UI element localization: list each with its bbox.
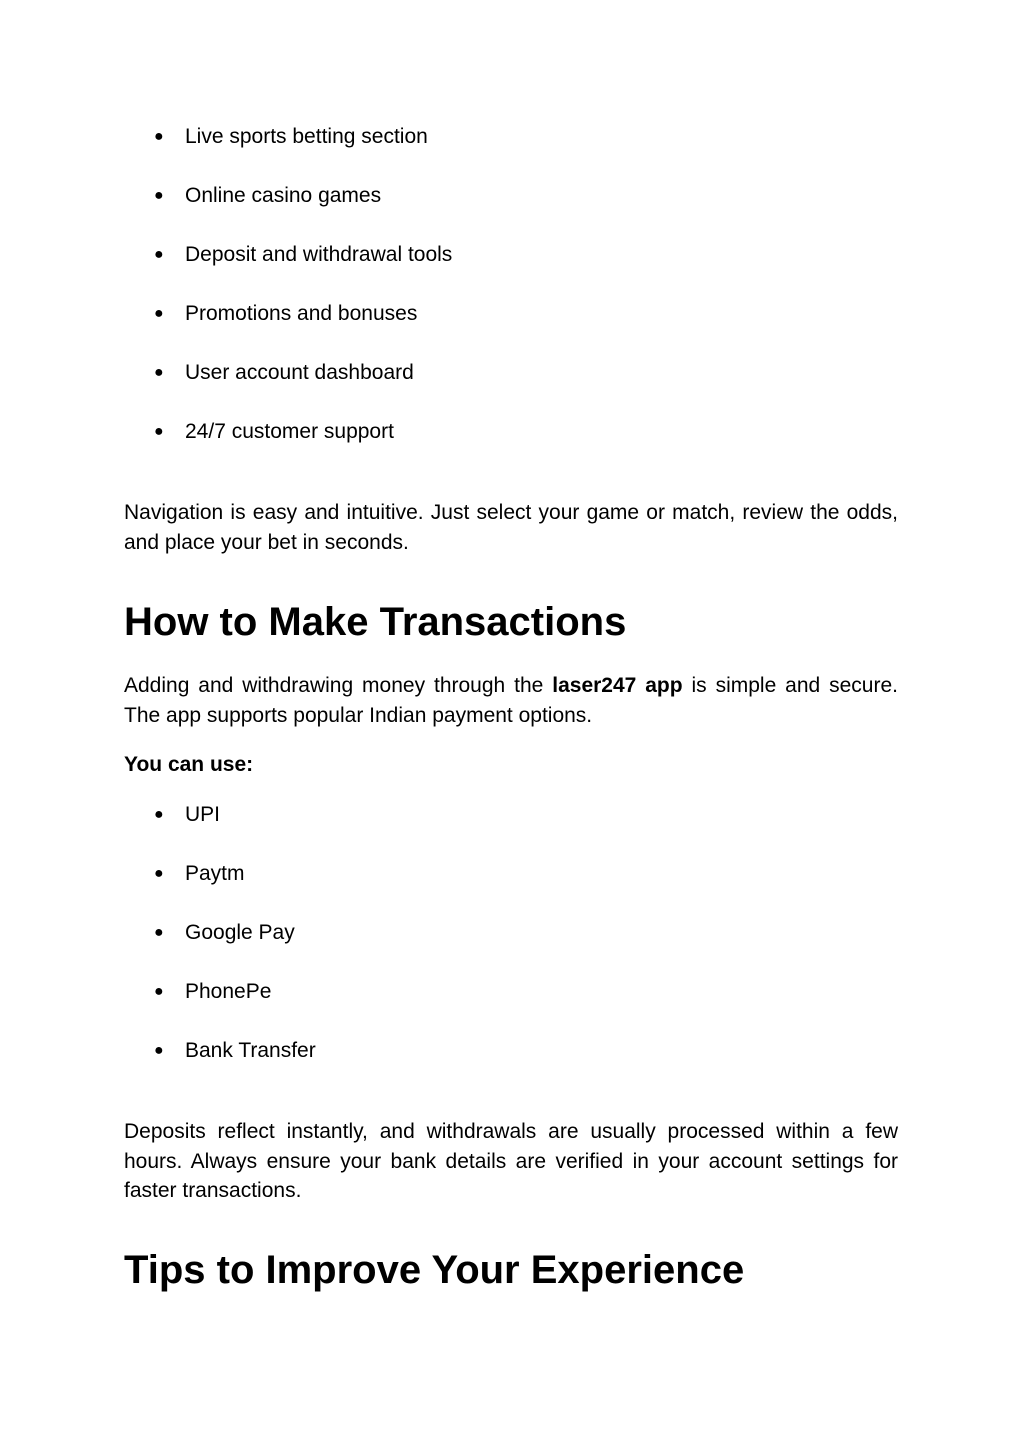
payment-method-text: PhonePe [185,980,272,1003]
list-item [124,1039,898,1098]
payment-method-text: Paytm [185,862,245,885]
intro-text-before: Adding and withdrawing money through the [124,674,553,697]
feature-text: 24/7 customer support [185,420,394,443]
bullet-icon: ● [154,364,164,381]
list-item [124,302,898,361]
list-item [124,921,898,980]
navigation-paragraph: Navigation is easy and intuitive. Just select your game or match, review the odds, and place your bet in seconds. [124,501,898,554]
list-item [124,862,898,921]
tips-heading: Tips to Improve Your Experience [124,1248,745,1292]
list-item [124,125,898,184]
bullet-icon: ● [154,806,164,823]
feature-text: User account dashboard [185,361,414,384]
payment-method-text: Google Pay [185,921,295,944]
list-item [124,980,898,1039]
list-item [124,420,898,479]
bullet-icon: ● [154,128,164,145]
bullet-icon: ● [154,983,164,1000]
bullet-icon: ● [154,305,164,322]
transactions-heading: How to Make Transactions [124,600,627,644]
bullet-icon: ● [154,423,164,440]
bullet-icon: ● [154,924,164,941]
payment-method-text: Bank Transfer [185,1039,316,1062]
intro-text-after: is simple and secure. The app supports popular Indian payment options. [124,674,898,727]
list-item [124,243,898,302]
you-can-use-label: You can use: [124,753,254,776]
list-item [124,803,898,862]
payment-methods-list [124,803,898,1098]
bullet-icon: ● [154,246,164,263]
payment-method-text: UPI [185,803,221,826]
list-item [124,184,898,243]
bullet-icon: ● [154,865,164,882]
features-list [124,125,898,479]
app-name-bold: laser247 app [552,674,683,697]
bullet-icon: ● [154,187,164,204]
bullet-icon: ● [154,1042,164,1059]
feature-text: Live sports betting section [185,125,428,148]
feature-text: Online casino games [185,184,382,207]
feature-text: Promotions and bonuses [185,302,418,325]
list-item [124,361,898,420]
feature-text: Deposit and withdrawal tools [185,243,453,266]
deposits-paragraph: Deposits reflect instantly, and withdrawals are usually processed within a few hours. Always ensure your bank details are verified in your account settings for faster transactions. [124,1120,898,1203]
transactions-intro-paragraph [124,671,898,730]
